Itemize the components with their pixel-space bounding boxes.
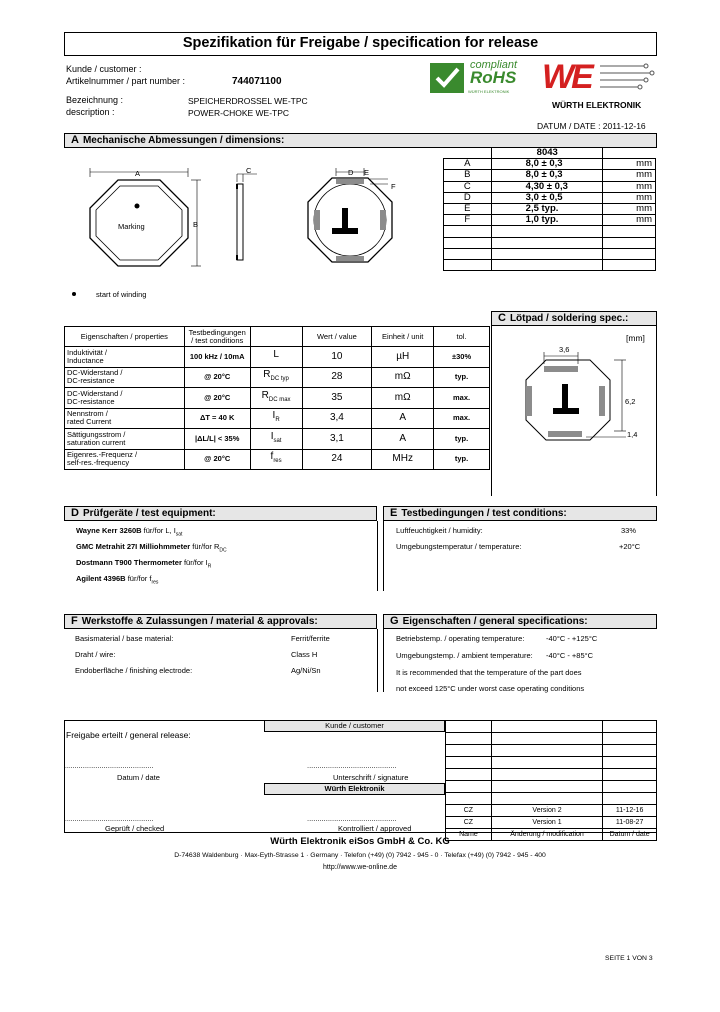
start-of-winding-dot-icon <box>72 292 76 296</box>
symbol: L <box>273 348 279 360</box>
property-row <box>65 429 490 450</box>
dim-unit: mm <box>603 203 656 214</box>
artikel-label: Artikelnummer / part number : <box>66 76 186 86</box>
property-value: 28 <box>302 367 372 388</box>
dim-value <box>491 259 603 270</box>
equipment-purpose-sub: R <box>207 563 212 570</box>
section-f-title: Werkstoffe & Zulassungen / material & approvals: <box>81 616 318 627</box>
dim-unit <box>603 226 656 237</box>
property-value: 35 <box>302 388 372 409</box>
release-date-label: Datum / date <box>117 773 160 782</box>
section-e-border <box>383 521 384 591</box>
finishing-label: Endoberfläche / finishing electrode: <box>75 666 193 675</box>
section-e-header <box>383 506 657 521</box>
dimension-row <box>444 192 656 203</box>
dim-label-b: B <box>193 220 199 229</box>
section-a-title: Mechanische Abmessungen / dimensions: <box>82 135 285 146</box>
property-name: Eigenres.-Frequenz / <box>67 450 138 460</box>
marking-label: Marking <box>118 222 145 231</box>
revision-name: CZ <box>446 817 492 829</box>
dim-label-a: A <box>135 169 141 178</box>
start-of-winding-label: start of winding <box>96 290 147 299</box>
property-unit: mΩ <box>372 367 434 388</box>
ambient-temp-label: Umgebungstemp. / ambient temperature: <box>396 651 533 660</box>
equipment-purpose: für/for I <box>181 558 208 567</box>
col-header-tol: tol. <box>434 327 490 347</box>
col-header-unit: Einheit / unit <box>372 327 434 347</box>
col-header-symbol <box>250 327 302 347</box>
revision-change: Änderung / modification <box>491 829 602 841</box>
finishing-value: Ag/Ni/Sn <box>291 666 321 675</box>
dimension-row <box>444 159 656 170</box>
property-tol: max. <box>434 388 490 409</box>
property-name: Nennstrom / <box>67 409 108 419</box>
temp-note-line2: not exceed 125°C under worst case operating conditions <box>396 684 585 693</box>
dim-value: 8,0 ± 0,3 <box>491 170 603 181</box>
symbol: R <box>263 369 271 381</box>
revision-name: CZ <box>446 805 492 817</box>
description-label: description : <box>66 107 115 117</box>
equipment-purpose-sub: res <box>151 579 159 586</box>
section-a-letter: A <box>71 134 79 146</box>
revision-table <box>445 720 657 841</box>
test-condition: @ 20°C <box>184 367 250 388</box>
bezeichnung-value: SPEICHERDROSSEL WE-TPC <box>188 96 308 106</box>
dimension-row <box>444 215 656 226</box>
equipment-purpose: für/for f <box>125 574 152 583</box>
dim-label-f: F <box>391 182 396 191</box>
checked-label: Geprüft / checked <box>105 824 165 833</box>
revision-name: Name <box>446 829 492 841</box>
humidity-label: Luftfeuchtigkeit / humidity: <box>396 526 483 535</box>
property-tol: max. <box>434 408 490 429</box>
dim-value: 3,0 ± 0,5 <box>491 192 603 203</box>
symbol-sub: sat <box>273 437 282 444</box>
property-value: 3,1 <box>302 429 372 450</box>
col-header-properties: Eigenschaften / properties <box>65 327 185 347</box>
dim-value <box>491 237 603 248</box>
property-value: 10 <box>302 347 372 368</box>
we-lines-icon <box>600 62 655 96</box>
general-release-label: Freigabe erteilt / general release: <box>66 730 191 740</box>
section-d-header <box>64 506 377 521</box>
equipment-purpose: für/for R <box>190 542 220 551</box>
dim-letter <box>444 226 492 237</box>
equipment-name: Agilent 4396B <box>76 574 126 583</box>
section-f-border <box>377 629 378 692</box>
date-label: DATUM / DATE : 2011-12-16 <box>537 121 646 131</box>
property-row <box>65 449 490 470</box>
base-material-label: Basismaterial / base material: <box>75 634 174 643</box>
symbol: R <box>261 389 269 401</box>
equipment-purpose: für/for L, I <box>141 526 176 535</box>
equipment-purpose-sub: DC <box>219 547 227 554</box>
test-condition: @ 20°C <box>184 388 250 409</box>
dim-value: 8,0 ± 0,3 <box>491 159 603 170</box>
company-name: WÜRTH ELEKTRONIK <box>552 100 642 110</box>
test-equipment-item <box>76 574 158 586</box>
symbol: I <box>272 410 276 422</box>
property-name-en: DC-resistance <box>67 396 115 406</box>
property-tol: typ. <box>434 367 490 388</box>
section-g-title: Eigenschaften / general specifications: <box>402 616 588 627</box>
property-name-en: Inductance <box>67 355 104 365</box>
pad-dim-width: 3,6 <box>559 345 570 354</box>
symbol-sub: DC typ <box>270 376 289 383</box>
checked-dots: ........................................... <box>64 814 154 823</box>
property-row <box>65 367 490 388</box>
test-condition: 100 kHz / 10mA <box>184 347 250 368</box>
test-condition: |ΔL/L| < 35% <box>184 429 250 450</box>
test-equipment-item <box>76 558 211 570</box>
dim-letter: F <box>444 215 492 226</box>
bezeichnung-label: Bezeichnung : <box>66 95 124 105</box>
symbol-sub: R <box>275 417 280 424</box>
rohs-compliant-text: compliant <box>470 59 518 71</box>
kunde-label: Kunde / customer : <box>66 64 142 74</box>
equipment-name: Dostmann T900 Thermometer <box>76 558 182 567</box>
rohs-sub-text: WÜRTH ELEKTRONIK <box>468 89 510 94</box>
release-signature-label: Unterschrift / signature <box>333 773 409 782</box>
col-header-value: Wert / value <box>302 327 372 347</box>
property-tol: typ. <box>434 449 490 470</box>
dim-unit <box>603 237 656 248</box>
col-header-conditions: Testbedingungen / test conditions <box>184 327 250 347</box>
temperature-value: +20°C <box>619 542 641 551</box>
dimension-row <box>444 259 656 270</box>
dimensions-table <box>443 147 656 271</box>
dim-letter <box>444 237 492 248</box>
customer-box-label: Kunde / customer <box>325 721 384 730</box>
test-equipment-item <box>76 542 227 554</box>
approved-label: Kontrolliert / approved <box>338 824 412 833</box>
dim-value: 2,5 typ. <box>491 203 603 214</box>
property-unit: A <box>372 429 434 450</box>
symbol-sub: DC max <box>268 396 291 403</box>
dim-unit: mm <box>603 192 656 203</box>
property-unit: mΩ <box>372 388 434 409</box>
humidity-value: 33% <box>621 526 637 535</box>
operating-temp-value: -40°C - +125°C <box>546 634 598 643</box>
symbol: I <box>270 430 274 442</box>
revision-row <box>446 805 657 817</box>
solderpad-drawing <box>510 340 640 450</box>
rohs-logo <box>430 60 540 96</box>
section-f-header <box>64 614 377 629</box>
section-d-title: Prüfgeräte / test equipment: <box>82 508 216 519</box>
revision-date: 11-12-16 <box>603 805 657 817</box>
release-signature-dots: ........................................... <box>307 761 397 770</box>
dim-unit: mm <box>603 159 656 170</box>
test-equipment-item <box>76 526 182 538</box>
temp-note-line1: It is recommended that the temperature of the part does <box>396 668 582 677</box>
page-number: SEITE 1 VON 3 <box>605 955 653 962</box>
property-name: DC-Widerstand / <box>67 388 123 398</box>
equipment-name: GMC Metrahit 27I Milliohmmeter <box>76 542 191 551</box>
property-row <box>65 408 490 429</box>
dim-letter: D <box>444 192 492 203</box>
dim-unit <box>603 259 656 270</box>
section-e-title: Testbedingungen / test conditions: <box>401 508 567 519</box>
property-name-en: saturation current <box>67 437 126 447</box>
footer-company: Würth Elektronik eiSos GmbH & Co. KG <box>270 836 450 847</box>
rohs-text: RoHS <box>470 68 517 87</box>
revision-date: Datum / date <box>603 829 657 841</box>
property-unit: A <box>372 408 434 429</box>
equipment-name: Wayne Kerr 3260B <box>76 526 142 535</box>
section-e-letter: E <box>390 507 398 519</box>
revision-date: 11-08-27 <box>603 817 657 829</box>
operating-temp-label: Betriebstemp. / operating temperature: <box>396 634 525 643</box>
dim-unit: mm <box>603 170 656 181</box>
property-tol: typ. <box>434 429 490 450</box>
property-tol: ±30% <box>434 347 490 368</box>
section-c-letter: C <box>498 312 506 324</box>
dimension-row <box>444 248 656 259</box>
dimension-row <box>444 203 656 214</box>
dim-letter: C <box>444 181 492 192</box>
dim-value: 1,0 typ. <box>491 215 603 226</box>
property-name: DC-Widerstand / <box>67 368 123 378</box>
wire-label: Draht / wire: <box>75 650 116 659</box>
size-code: 8043 <box>491 148 603 159</box>
section-d-border <box>377 521 378 591</box>
property-row <box>65 388 490 409</box>
dimension-row <box>444 170 656 181</box>
wire-value: Class H <box>291 650 318 659</box>
dim-value <box>491 248 603 259</box>
section-a-header <box>64 133 657 148</box>
temperature-label: Umgebungstemperatur / temperature: <box>396 542 522 551</box>
section-g-border <box>383 629 384 692</box>
we-logo-text: WE <box>542 58 591 96</box>
page-title: Spezifikation für Freigabe / specification for release <box>182 35 539 51</box>
test-condition: ΔT = 40 K <box>184 408 250 429</box>
dim-letter: A <box>444 159 492 170</box>
dim-label-c: C <box>246 166 252 175</box>
revision-change: Version 2 <box>491 805 602 817</box>
section-c-border-right <box>656 326 657 496</box>
section-c-header <box>491 311 657 326</box>
base-material-value: Ferrit/ferrite <box>291 634 330 643</box>
dimension-row <box>444 181 656 192</box>
dim-value: 4,30 ± 0,3 <box>491 181 603 192</box>
symbol-sub: res <box>273 458 282 465</box>
property-unit: MHz <box>372 449 434 470</box>
dim-unit: mm <box>603 181 656 192</box>
dim-letter: B <box>444 170 492 181</box>
section-f-letter: F <box>71 615 78 627</box>
we-logo <box>542 58 657 100</box>
dim-letter <box>444 259 492 270</box>
revision-change: Version 1 <box>491 817 602 829</box>
pad-dim-height: 6,2 <box>625 397 636 406</box>
dim-unit: mm <box>603 215 656 226</box>
property-value: 3,4 <box>302 408 372 429</box>
ambient-temp-value: -40°C - +85°C <box>546 651 594 660</box>
property-name-en: self-res.-frequency <box>67 458 130 468</box>
approved-dots: ........................................... <box>307 814 397 823</box>
dimension-row <box>444 237 656 248</box>
revision-row <box>446 817 657 829</box>
section-g-header <box>383 614 657 629</box>
property-name: Sättigungsstrom / <box>67 429 126 439</box>
pad-dim-thickness: 1,4 <box>627 430 638 439</box>
release-date-dots: ........................................... <box>64 761 154 770</box>
section-c-unit: [mm] <box>626 333 645 343</box>
dim-label-d: D <box>348 168 354 177</box>
property-name-en: DC-resistance <box>67 376 115 386</box>
property-unit: µH <box>372 347 434 368</box>
property-value: 24 <box>302 449 372 470</box>
test-condition: @ 20°C <box>184 449 250 470</box>
section-c-title: Lötpad / soldering spec.: <box>509 313 629 324</box>
symbol: f <box>270 451 274 463</box>
dim-letter <box>444 248 492 259</box>
property-name-en: rated Current <box>67 417 112 427</box>
footer-address: D-74638 Waldenburg · Max-Eyth-Strasse 1 · Germany · Telefon (+49) (0) 7942 - 945 - 0 · Telefax (+49) (0) 7942 - 945 - 400 <box>174 852 546 859</box>
dim-letter: E <box>444 203 492 214</box>
footer-url[interactable]: http://www.we-online.de <box>323 864 397 871</box>
section-g-letter: G <box>390 615 399 627</box>
wuerth-box-label: Würth Elektronik <box>324 784 385 793</box>
artikel-value: 744071100 <box>232 76 282 87</box>
dim-label-e: E <box>364 168 370 177</box>
dim-value <box>491 226 603 237</box>
dim-unit <box>603 248 656 259</box>
section-d-letter: D <box>71 507 79 519</box>
property-row <box>65 347 490 368</box>
dimension-row <box>444 226 656 237</box>
description-value: POWER-CHOKE WE-TPC <box>188 108 290 118</box>
section-c-border-left <box>491 326 492 496</box>
property-name: Induktivität / <box>67 347 108 357</box>
equipment-purpose-sub: sat <box>175 531 183 538</box>
properties-table <box>64 326 490 470</box>
